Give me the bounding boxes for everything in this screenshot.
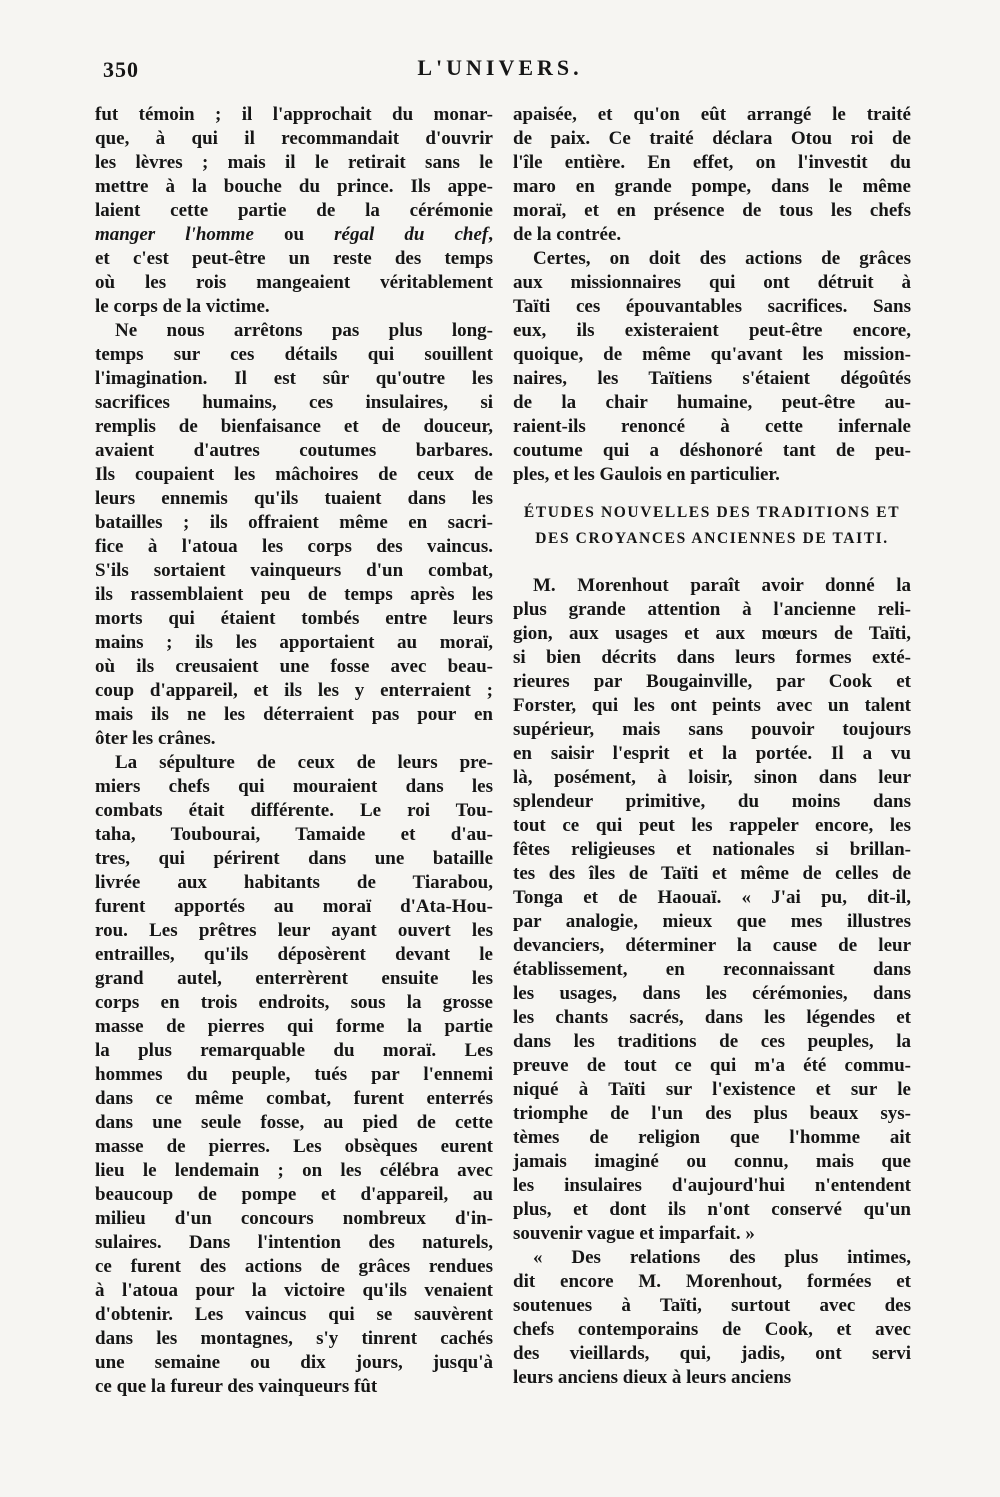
text-line: de paix. Ce traité déclara Otou roi de <box>513 128 911 149</box>
text-line: rieures par Bougainville, par Cook et <box>513 671 911 692</box>
text-line: Certes, on doit des actions de grâces <box>533 248 911 269</box>
text-line: de la chair humaine, peut-être au- <box>513 392 911 413</box>
text-segment: ou <box>253 224 335 245</box>
text-line: « Des relations des plus intimes, <box>533 1247 911 1268</box>
text-line: quoique, de même qu'avant les mission- <box>513 344 911 365</box>
text-line: batailles ; ils offraient même en sacri- <box>95 512 493 533</box>
page-number: 350 <box>103 57 139 82</box>
text-line: l'imagination. Il est sûr qu'outre les <box>95 368 493 389</box>
text-line: Ils coupaient les mâchoires de ceux de <box>95 464 493 485</box>
text-line: maro en grande pompe, dans le même <box>513 176 911 197</box>
text-line: les lèvres ; mais il le retirait sans le <box>95 152 493 173</box>
right-column <box>513 103 911 1399</box>
text-line: lieu le lendemain ; on les célébra avec <box>95 1160 493 1181</box>
text-line: avaient d'autres coutumes barbares. <box>95 440 493 461</box>
text-line: tout ce qui peut les rappeler encore, les <box>513 815 911 836</box>
text-line: des vieillards, qui, jadis, ont servi <box>513 1343 911 1364</box>
text-segment: , <box>488 224 493 245</box>
text-line: jamais imaginé ou connu, mais que <box>513 1151 911 1172</box>
text-line: soutenues à Taïti, surtout avec des <box>513 1295 911 1316</box>
text-line: M. Morenhout paraît avoir donné la <box>533 575 911 596</box>
text-line: dit encore M. Morenhout, formées et <box>513 1271 911 1292</box>
text-line: que, à qui il recommandait d'ouvrir <box>95 128 493 149</box>
paragraph <box>513 574 911 1246</box>
text-line: furent apportés au moraï d'Ata-Hou- <box>95 896 493 917</box>
text-line: apaisée, et qu'on eût arrangé le traité <box>513 104 911 125</box>
text-line: en saisir l'esprit et la portée. Il a vu <box>513 743 911 764</box>
text-line: si bien décrits dans leurs formes exté- <box>513 647 911 668</box>
text-line: leurs ennemis qu'ils tuaient dans les <box>95 488 493 509</box>
text-line: morts qui étaient tombés entre leurs <box>95 608 493 629</box>
text-line: dans les traditions de ces peuples, la <box>513 1031 911 1052</box>
text-line: coup d'appareil, et ils les y enterraient ; <box>95 680 493 701</box>
text-line: la plus remarquable du moraï. Les <box>95 1040 493 1061</box>
text-line: tèmes de religion que l'homme ait <box>513 1127 911 1148</box>
text-line: entrailles, qu'ils déposèrent devant le <box>95 944 493 965</box>
text-line: là, posément, à loisir, sinon dans leur <box>513 767 911 788</box>
text-line: supérieur, mais sans pouvoir toujours <box>513 719 911 740</box>
paragraph <box>513 1246 911 1390</box>
text-line: beaucoup de pompe et d'appareil, au <box>95 1184 493 1205</box>
text-line: aux missionnaires qui ont détruit à <box>513 272 911 293</box>
text-line: l'île entière. En effet, on l'investit du <box>513 152 911 173</box>
text-line: plus, et dont ils n'ont conservé qu'un <box>513 1199 911 1220</box>
text-line: ÉTUDES NOUVELLES DES TRADITIONS ET <box>523 504 901 521</box>
text-line: Taïti ces épouvantables sacrifices. Sans <box>513 296 911 317</box>
text-line: Tonga et de Haouaï. « J'ai pu, dit-il, <box>513 887 911 908</box>
text-line: mains ; ils les apportaient au moraï, <box>95 632 493 653</box>
text-line: laient cette partie de la cérémonie <box>95 200 493 221</box>
text-line: où les rois mangeaient véritablement <box>95 272 493 293</box>
italic-text: régal du chef <box>334 224 489 245</box>
text-line: de la contrée. <box>513 224 622 245</box>
paragraph-continuation <box>513 103 911 247</box>
text-line: par analogie, mieux que mes illustres <box>513 911 911 932</box>
text-line: sulaires. Dans l'intention des naturels, <box>95 1232 493 1253</box>
text-line: masse de pierres qui forme la partie <box>95 1016 493 1037</box>
left-column <box>95 103 493 1399</box>
text-line: dans les montagnes, s'y tinrent cachés <box>95 1328 493 1349</box>
text-line: fice à l'atoua les corps des vaincus. <box>95 536 493 557</box>
text-line: triomphe de l'un des plus beaux sys- <box>513 1103 911 1124</box>
text-line: hommes du peuple, tués par l'ennemi <box>95 1064 493 1085</box>
text-line: tes des îles de Taïti et même de celles de <box>513 863 911 884</box>
text-line: souvenir vague et imparfait. » <box>513 1223 755 1244</box>
running-title: L'UNIVERS. <box>417 55 583 80</box>
text-line: une semaine ou dix jours, jusqu'à <box>95 1352 493 1373</box>
text-line: devanciers, déterminer la cause de leur <box>513 935 911 956</box>
page-header <box>0 55 1000 89</box>
text-line: masse de pierres. Les obsèques eurent <box>95 1136 493 1157</box>
text-line: livrée aux habitants de Tiarabou, <box>95 872 493 893</box>
text-line: sacrifices humains, ces insulaires, si <box>95 392 493 413</box>
text-line: mettre à la bouche du prince. Ils appe- <box>95 176 493 197</box>
text-line: Forster, qui les ont peints avec un talent <box>513 695 911 716</box>
text-line: naires, les Taïtiens s'étaient dégoûtés <box>513 368 911 389</box>
text-line: dans une seule fosse, au pied de cette <box>95 1112 493 1133</box>
text-line: plus grande attention à l'ancienne reli- <box>513 599 911 620</box>
text-line: raient-ils renoncé à cette infernale <box>513 416 911 437</box>
text-line: grand autel, enterrèrent ensuite les <box>95 968 493 989</box>
text-line: combats était différente. Le roi Tou- <box>95 800 493 821</box>
paragraph <box>95 751 493 1399</box>
text-line: établissement, en reconnaissant dans <box>513 959 911 980</box>
text-line: les usages, dans les cérémonies, dans <box>513 983 911 1004</box>
text-line: ce que la fureur des vainqueurs fût <box>95 1376 378 1397</box>
text-line: taha, Toubourai, Tamaide et d'au- <box>95 824 493 845</box>
text-line: où ils creusaient une fosse avec beau- <box>95 656 493 677</box>
paragraph <box>95 319 493 751</box>
text-line: La sépulture de ceux de leurs pre- <box>115 752 493 773</box>
section-heading <box>513 500 911 552</box>
text-line: fut témoin ; il l'approchait du monar- <box>95 104 493 125</box>
text-line: S'ils sortaient vainqueurs d'un combat, <box>95 560 493 581</box>
text-line: gion, aux usages et aux mœurs de Taïti, <box>513 623 911 644</box>
text-line: les insulaires d'aujourd'hui n'entendent <box>513 1175 911 1196</box>
text-line: remplis de bienfaisance et de douceur, <box>95 416 493 437</box>
text-line: mais ils ne les déterraient pas pour en <box>95 704 493 725</box>
text-line: eux, ils existeraient peut-être encore, <box>513 320 911 341</box>
text-line: moraï, et en présence de tous les chefs <box>513 200 911 221</box>
text-line: les chants sacrés, dans les légendes et <box>513 1007 911 1028</box>
text-line: ôter les crânes. <box>95 728 216 749</box>
text-line: ples, et les Gaulois en particulier. <box>513 464 780 485</box>
text-line: niqué à Taïti sur l'existence et sur le <box>513 1079 911 1100</box>
italic-text: manger l'homme <box>95 224 254 245</box>
text-line: dans ce même combat, furent enterrés <box>95 1088 493 1109</box>
text-line: fêtes religieuses et nationales si brillan- <box>513 839 911 860</box>
paragraph-continuation <box>95 103 493 319</box>
text-line: à l'atoua pour la victoire qu'ils venaient <box>95 1280 493 1301</box>
text-line <box>95 223 493 247</box>
text-line: coutume qui a déshonoré tant de peu- <box>513 440 911 461</box>
text-line: chefs contemporains de Cook, et avec <box>513 1319 911 1340</box>
text-line: ce furent des actions de grâces rendues <box>95 1256 493 1277</box>
text-line: rou. Les prêtres leur ayant ouvert les <box>95 920 493 941</box>
text-line: miers chefs qui mouraient dans les <box>95 776 493 797</box>
text-line: ils rassemblaient peu de temps après les <box>95 584 493 605</box>
text-line: d'obtenir. Les vaincus qui se sauvèrent <box>95 1304 493 1325</box>
text-columns <box>95 103 911 1399</box>
text-line: Ne nous arrêtons pas plus long- <box>115 320 493 341</box>
text-line: leurs anciens dieux à leurs anciens <box>513 1367 792 1388</box>
text-line: preuve de tout ce qui m'a été commu- <box>513 1055 911 1076</box>
text-line: DES CROYANCES ANCIENNES DE TAITI. <box>535 530 889 547</box>
paragraph <box>513 247 911 487</box>
text-line: le corps de la victime. <box>95 296 270 317</box>
text-line: et c'est peut-être un reste des temps <box>95 248 493 269</box>
text-line: corps en trois endroits, sous la grosse <box>95 992 493 1013</box>
text-line: tres, qui périrent dans une bataille <box>95 848 493 869</box>
text-line: temps sur ces détails qui souillent <box>95 344 493 365</box>
text-line: splendeur primitive, du moins dans <box>513 791 911 812</box>
text-line: milieu d'un concours nombreux d'in- <box>95 1208 493 1229</box>
